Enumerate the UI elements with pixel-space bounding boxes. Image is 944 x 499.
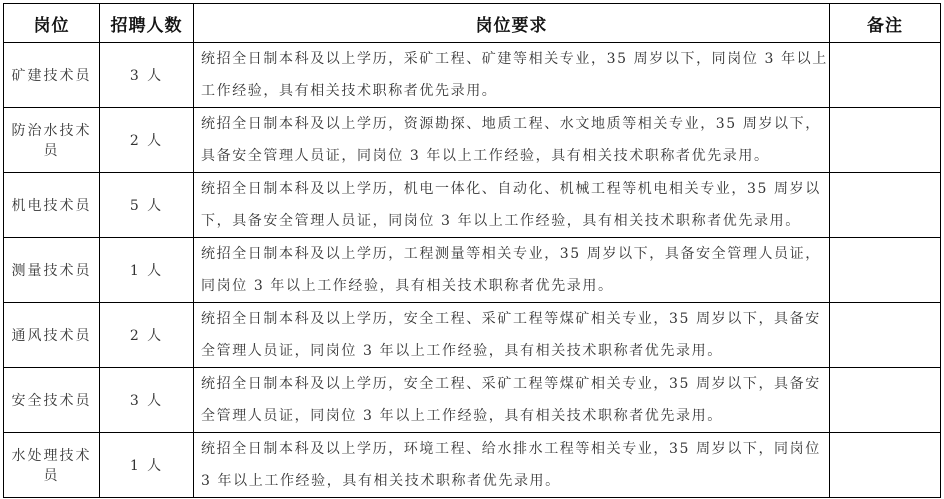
- table-row: [4, 368, 941, 433]
- requirement-line: 统招全日制本科及以上学历，环境工程、给水排水工程等相关专业，35 周岁以下，同岗位: [201, 441, 821, 457]
- position-cell: 安全技术员: [4, 368, 100, 433]
- requirement-line: 下，具备安全管理人员证，同岗位 3 年以上工作经验，具有相关技术职称者优先录用。: [201, 213, 801, 229]
- note-cell: [830, 368, 941, 433]
- count-cell: 3 人: [100, 43, 194, 108]
- position-cell: 机电技术员: [4, 173, 100, 238]
- note-cell: [830, 173, 941, 238]
- count-cell: 3 人: [100, 368, 194, 433]
- requirement-cell: [194, 368, 830, 433]
- position-cell: 通风技术员: [4, 303, 100, 368]
- requirement-line: 统招全日制本科及以上学历，采矿工程、矿建等相关专业，35 周岁以下，同岗位 3 年以上: [201, 51, 828, 67]
- requirement-line: 全管理人员证，同岗位 3 年以上工作经验，具有相关技术职称者优先录用。: [201, 343, 723, 359]
- requirement-line: 统招全日制本科及以上学历，安全工程、采矿工程等煤矿相关专业，35 周岁以下，具备安: [201, 311, 821, 327]
- count-cell: 2 人: [100, 108, 194, 173]
- count-cell: 1 人: [100, 433, 194, 498]
- note-cell: [830, 238, 941, 303]
- table-row: [4, 238, 941, 303]
- count-cell: 5 人: [100, 173, 194, 238]
- position-cell: 防治水技术员: [4, 108, 100, 173]
- table-row: [4, 108, 941, 173]
- requirement-line: 统招全日制本科及以上学历，安全工程、采矿工程等煤矿相关专业，35 周岁以下，具备安: [201, 376, 821, 392]
- note-cell: [830, 303, 941, 368]
- header-count: 招聘人数: [100, 4, 194, 43]
- position-cell: 水处理技术员: [4, 433, 100, 498]
- position-cell: 测量技术员: [4, 238, 100, 303]
- table-row: [4, 303, 941, 368]
- header-requirement: 岗位要求: [194, 4, 830, 43]
- table-row: [4, 173, 941, 238]
- requirement-line: 具备安全管理人员证，同岗位 3 年以上工作经验，具有相关技术职称者优先录用。: [201, 148, 770, 164]
- requirement-line: 同岗位 3 年以上工作经验，具有相关技术职称者优先录用。: [201, 278, 614, 294]
- requirement-cell: [194, 433, 830, 498]
- header-row: [4, 4, 941, 43]
- requirement-cell: [194, 43, 830, 108]
- requirement-cell: [194, 303, 830, 368]
- note-cell: [830, 108, 941, 173]
- count-cell: 1 人: [100, 238, 194, 303]
- requirement-line: 3 年以上工作经验，具有相关技术职称者优先录用。: [201, 473, 561, 489]
- requirement-line: 统招全日制本科及以上学历，工程测量等相关专业，35 周岁以下，具备安全管理人员证，: [201, 246, 821, 262]
- recruitment-table: [3, 3, 941, 498]
- header-note: 备注: [830, 4, 941, 43]
- header-position: 岗位: [4, 4, 100, 43]
- table-row: [4, 43, 941, 108]
- requirement-line: 工作经验，具有相关技术职称者优先录用。: [201, 83, 498, 99]
- requirement-cell: [194, 238, 830, 303]
- count-cell: 2 人: [100, 303, 194, 368]
- requirement-line: 统招全日制本科及以上学历，资源勘探、地质工程、水文地质等相关专业，35 周岁以下，: [201, 116, 821, 132]
- note-cell: [830, 433, 941, 498]
- requirement-cell: [194, 108, 830, 173]
- requirement-line: 统招全日制本科及以上学历，机电一体化、自动化、机械工程等机电相关专业，35 周岁以: [201, 181, 821, 197]
- requirement-cell: [194, 173, 830, 238]
- position-cell: 矿建技术员: [4, 43, 100, 108]
- requirement-line: 全管理人员证，同岗位 3 年以上工作经验，具有相关技术职称者优先录用。: [201, 408, 723, 424]
- note-cell: [830, 43, 941, 108]
- table-row: [4, 433, 941, 498]
